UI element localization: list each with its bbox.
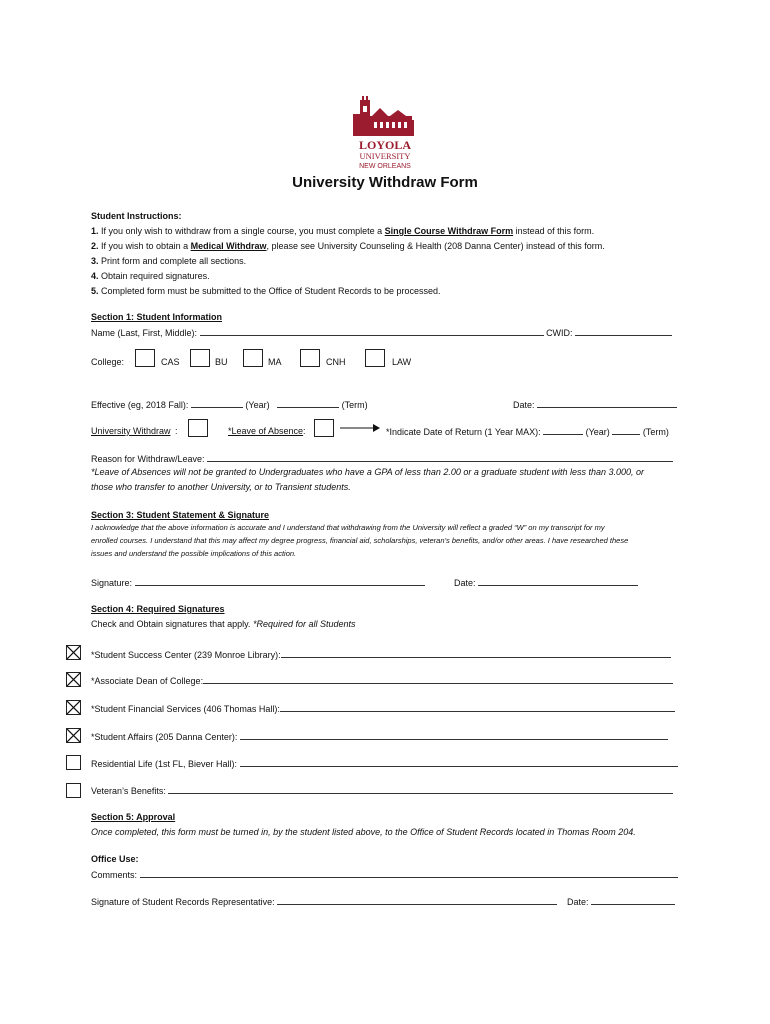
student-signature-field[interactable]	[135, 577, 425, 586]
student-date-row: Date:	[454, 577, 638, 588]
loa-note-line1: *Leave of Absences will not be granted to Undergraduates who have a GPA of less than 2.00 or a graduate student with less than 3.000, or	[91, 467, 645, 477]
sig-check-2[interactable]	[66, 672, 81, 687]
logo-line2: UNIVERSITY	[359, 151, 411, 161]
statement-line1: I acknowledge that the above information is accurate and I understand that withdrawing from the University will reflect a graded “W” on my transcript for my	[91, 523, 605, 532]
sig-field-2[interactable]	[203, 675, 673, 684]
return-year-field[interactable]	[543, 426, 583, 435]
medical-withdraw-link[interactable]: Medical Withdraw	[190, 241, 267, 251]
college-cnh-label: CNH	[326, 357, 346, 367]
college-bu-checkbox[interactable]	[190, 349, 210, 367]
college-cnh-checkbox[interactable]	[300, 349, 320, 367]
sig-row-2: *Associate Dean of College:	[91, 675, 673, 686]
withdraw-label: University Withdraw	[91, 426, 171, 436]
loa-note-line2: those who transfer to another University, or to Transient students.	[91, 482, 351, 492]
sig-row-6: Veteran’s Benefits:	[91, 785, 673, 796]
name-field[interactable]	[200, 327, 544, 336]
sig-row-4: *Student Affairs (205 Danna Center):	[91, 731, 668, 742]
college-law-label: LAW	[392, 357, 412, 367]
statement-line3: issues and understand the possible implications of this action.	[91, 549, 297, 558]
check-x-icon	[67, 673, 80, 686]
student-date-field[interactable]	[478, 577, 638, 586]
sig-check-3[interactable]	[66, 700, 81, 715]
instruction-3: 3. Print form and complete all sections.	[91, 256, 247, 266]
instruction-1: 1. If you only wish to withdraw from a single course, you must complete a Single Course Withdraw Form instead of this form.	[91, 226, 595, 236]
college-ma-label: MA	[268, 357, 282, 367]
section1-heading: Section 1: Student Information	[91, 312, 223, 322]
reason-field[interactable]	[207, 453, 673, 462]
withdraw-checkbox[interactable]	[188, 419, 208, 437]
rep-date-row: Date:	[567, 896, 675, 907]
rep-signature-row: Signature of Student Records Representative:	[91, 896, 557, 907]
sig-row-3: *Student Financial Services (406 Thomas Hall):	[91, 703, 675, 714]
approval-text: Once completed, this form must be turned in, by the student listed above, to the Office of Student Records located in Thomas Room 204.	[91, 827, 636, 837]
section3-heading: Section 3: Student Statement & Signature	[91, 510, 270, 520]
sig-row-1: *Student Success Center (239 Monroe Library):	[91, 649, 671, 660]
effective-date-row: Date:	[513, 399, 677, 410]
office-use-label: Office Use:	[91, 854, 139, 864]
return-row: *Indicate Date of Return (1 Year MAX): (Year) (Term)	[386, 427, 669, 437]
single-course-link[interactable]: Single Course Withdraw Form	[384, 226, 514, 236]
effective-row: Effective (eg, 2018 Fall): (Year) (Term)	[91, 400, 368, 410]
instruction-4: 4. Obtain required signatures.	[91, 271, 210, 281]
college-law-checkbox[interactable]	[365, 349, 385, 367]
leave-label: *Leave of Absence	[228, 426, 304, 436]
statement-line2: enrolled courses. I understand that this may affect my degree progress, financial aid, scholarships, veteran’s benefits, and/or other areas. I have researched these	[91, 536, 629, 545]
effective-term-field[interactable]	[277, 399, 339, 408]
logo-line1: LOYOLA	[358, 138, 412, 152]
arrow-right-icon	[340, 423, 380, 435]
loyola-logo	[350, 94, 420, 170]
comments-row: Comments:	[91, 869, 678, 880]
sig-check-1[interactable]	[66, 645, 81, 660]
sig-check-5[interactable]	[66, 755, 81, 770]
rep-signature-field[interactable]	[277, 896, 557, 905]
rep-date-field[interactable]	[591, 896, 675, 905]
instructions-heading: Student Instructions:	[91, 211, 182, 221]
student-signature-row: Signature:	[91, 577, 425, 588]
college-label: College:	[91, 357, 125, 367]
section4-heading: Section 4: Required Signatures	[91, 604, 225, 614]
instruction-5: 5. Completed form must be submitted to the Office of Student Records to be processed.	[91, 286, 441, 296]
comments-field[interactable]	[140, 869, 678, 878]
check-x-icon	[67, 646, 80, 659]
sig-field-3[interactable]	[280, 703, 675, 712]
sig-check-4[interactable]	[66, 728, 81, 743]
college-cas-label: CAS	[161, 357, 180, 367]
page-title: University Withdraw Form	[292, 174, 478, 191]
sig-field-5[interactable]	[240, 758, 678, 767]
effective-date-field[interactable]	[537, 399, 677, 408]
sig-field-4[interactable]	[240, 731, 668, 740]
instruction-2: 2. If you wish to obtain a Medical Withdraw, please see University Counseling & Health (208 Danna Center) instead of this form.	[91, 241, 605, 251]
sig-row-5: Residential Life (1st FL, Biever Hall):	[91, 758, 678, 769]
check-x-icon	[67, 701, 80, 714]
section5-heading: Section 5: Approval	[91, 812, 176, 822]
section4-sub: Check and Obtain signatures that apply. *Required for all Students	[91, 619, 356, 629]
sig-field-1[interactable]	[281, 649, 671, 658]
name-row: Name (Last, First, Middle): CWID:	[91, 327, 672, 338]
leave-checkbox[interactable]	[314, 419, 334, 437]
sig-field-6[interactable]	[168, 785, 673, 794]
college-ma-checkbox[interactable]	[243, 349, 263, 367]
reason-row: Reason for Withdraw/Leave:	[91, 453, 673, 464]
cwid-field[interactable]	[575, 327, 672, 336]
college-bu-label: BU	[215, 357, 228, 367]
check-x-icon	[67, 729, 80, 742]
sig-check-6[interactable]	[66, 783, 81, 798]
college-cas-checkbox[interactable]	[135, 349, 155, 367]
return-term-field[interactable]	[612, 426, 640, 435]
logo-line3: NEW ORLEANS	[359, 163, 411, 170]
effective-year-field[interactable]	[191, 399, 243, 408]
